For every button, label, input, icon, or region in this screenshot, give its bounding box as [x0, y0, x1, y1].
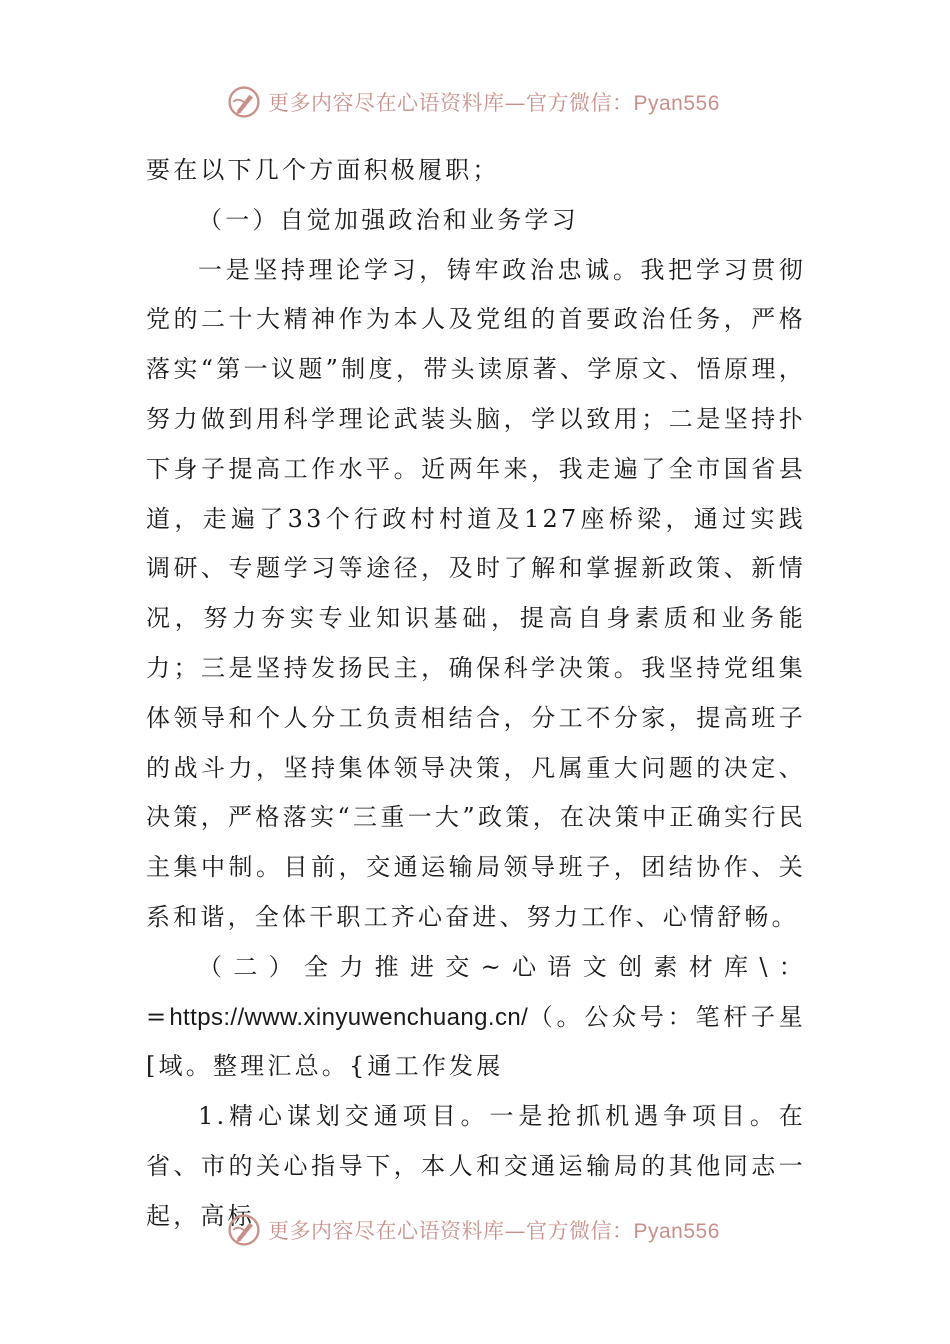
footer-banner	[226, 1208, 746, 1252]
paragraph-1: 要在以下几个方面积极履职；	[146, 156, 500, 184]
header-banner	[226, 80, 746, 124]
header-banner-text: 更多内容尽在心语资料库—官方微信：Pyan556	[268, 91, 720, 115]
document-body	[146, 146, 806, 1242]
section-heading-2	[146, 943, 806, 1092]
paragraph-5: 1.精心谋划交通项目。一是抢抓机遇争项目。在省、市的关心指导下，本人和交通运输局的其他同志一起，高标	[146, 1102, 806, 1230]
footer-wechat-id: Pyan556	[633, 1220, 720, 1243]
header-wechat-id: Pyan556	[633, 92, 720, 115]
paragraph-3: 一是坚持理论学习，铸牢政治忠诚。我把学习贯彻党的二十大精神作为本人及党组的首要政治任务，严格落实“第一议题”制度，带头读原著、学原文、悟原理，努力做到用科学理论武装头脑，学以致用；二是坚持扑下身子提高工作水平。近两年来，我走遍了全市国省县道，走遍了33个行政村村道及127座桥梁，通过实践调研、专题学习等途径，及时了解和掌握新政策、新情况，努力夯实专业知识基础，提高自身素质和业务能力；三是坚持发扬民主，确保科学决策。我坚持党组集体领导和个人分工负责相结合，分工不分家，提高班子的战斗力，坚持集体领导决策，凡属重大问题的决定、决策，严格落实“三重一大”政策，在决策中正确实行民主集中制。目前，交通运输局领导班子，团结协作、关系和谐，全体干职工齐心奋进、努力工作、心情舒畅。	[146, 255, 806, 931]
pen-logo-icon	[226, 84, 262, 120]
pen-logo-icon	[226, 1212, 262, 1248]
footer-banner-text: 更多内容尽在心语资料库—官方微信：Pyan556	[268, 1219, 720, 1243]
heading-2-part-a: （二）全力推进交~心语文创素材库\：=	[146, 952, 806, 1031]
section-heading-1: （一）自觉加强政治和业务学习	[198, 205, 579, 234]
source-url: https://www.xinyuwenchuang.cn/	[169, 1003, 529, 1031]
heading-2-part-b: （。公众号：笔杆子星[域。整理汇总。{通工作发展	[146, 1002, 806, 1081]
